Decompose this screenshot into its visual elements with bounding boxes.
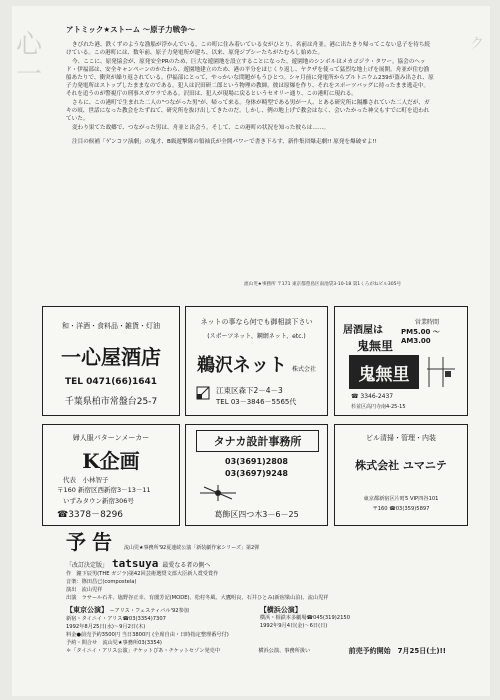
shop-sign-logo: 鬼無里 xyxy=(349,355,419,389)
ad-representative: 代表 小林智子 xyxy=(63,476,109,484)
ad-kinasa xyxy=(334,306,468,416)
play-music: 音楽：篠田昌已(compostela) xyxy=(66,579,137,585)
yokohama-dates: 1992年9月4日(金)～6日(日) xyxy=(259,623,328,629)
ad-address: 杉並区高円寺南4-25-15 xyxy=(351,404,406,410)
ad-humanite xyxy=(334,424,468,526)
ad-hours: PM5.00 ～ AM3.00 xyxy=(401,328,440,345)
preview-subtitle: 流山児★事務所'92夏連続公演「新装劇作家シリーズ」第2弾 xyxy=(124,545,260,551)
ad-tagline: 和・洋酒・食料品・雑貨・灯油 xyxy=(62,322,160,330)
logo-icon xyxy=(196,385,210,399)
ad-tel: ☎3378－8296 xyxy=(57,510,124,520)
ad-title: 居酒屋は xyxy=(343,325,383,336)
ad-tel: TEL 0471(66)1641 xyxy=(64,377,157,387)
presale-start: 前売予約開始 7月25日(土)!! xyxy=(348,647,446,655)
ad-tagline: ビル清掃・管理・内装 xyxy=(366,434,436,442)
ad-shop-name: 鬼無里 xyxy=(357,339,394,353)
play-author: 作 鐘下辰男(THE ガジラ)第42回芸術選奨文部大臣新人賞受賞作 xyxy=(66,571,219,577)
tokyo-performance xyxy=(66,606,252,631)
ad-shop-name: 一心屋酒店 xyxy=(61,345,161,369)
ghost-text-left: 心一 xyxy=(16,30,43,90)
tokyo-dates: 1992年8月25日(水)～9月2日(木) xyxy=(66,624,146,630)
play-director: 演出 流山児祥 xyxy=(66,587,103,593)
ad-tagline: ネットの事なら何でも御相談下さい xyxy=(200,318,313,326)
play-tagline: 最愛なる者の側へ xyxy=(162,562,211,569)
ad-tel: ☎ 3346-2437 xyxy=(351,393,394,400)
yokohama-ticket: 横浜公演、事務所扱い xyxy=(258,648,311,654)
tokyo-heading: 【東京公演】 xyxy=(66,606,108,614)
story-title: アトミック★ストーム 〜原子力戦争〜 xyxy=(66,25,196,34)
ad-company-name: 株式会社 ユマニテ xyxy=(355,459,447,472)
map-icon xyxy=(425,355,457,389)
yokohama-heading: 【横浜公演】 xyxy=(259,606,302,614)
preview-announcement xyxy=(66,526,446,655)
ghost-text-right: ク xyxy=(470,36,484,52)
story-section xyxy=(66,24,434,147)
reservation-contact: 予約・問合せ 流山児★事務所03(3354) xyxy=(66,640,162,646)
ad-tel-1: 03(3691)2808 xyxy=(225,457,288,466)
ad-subtitle: (スポーツネット、鋼網ネット、etc.) xyxy=(207,333,306,340)
preview-title: 予告 xyxy=(66,530,118,554)
ad-k-kikaku xyxy=(42,424,180,526)
tokyo-venue: 新宿・タイニイ・アリス☎03(3354)7307 xyxy=(66,616,166,622)
office-address: 流山児★事務所 〒171 東京都豊島区南池袋3-10-18 第1くろがねビル305号 xyxy=(244,282,402,287)
yokohama-venue: 横浜・相鉄本多劇場☎045(319)2150 xyxy=(259,615,351,621)
ticket-price: 料金●前売予約3500円 当日3800円 (全席自由・日時指定整理番号付) xyxy=(66,632,229,638)
drafting-icon xyxy=(198,483,238,503)
ad-company-name: K企画 xyxy=(82,449,140,473)
play-cast: 出演 ラサール石井、塩野谷正幸、有薗芳記(MODE)、松村冬風、大鷹明良、石井ひとみ(新宿梁山泊)、流山児祥 xyxy=(66,595,329,601)
ad-address: 東京都新宿区片町5 VIP四谷101 xyxy=(363,496,439,502)
ticket-info: ＊「タイニイ・アリス公演」チケットぴあ・チケットセゾン発売中 xyxy=(66,648,220,654)
ad-ugisawa-net xyxy=(185,306,328,416)
ad-company-kind: 株式会社 xyxy=(292,366,317,373)
ad-address: 江東区森下2－4－3 xyxy=(216,386,283,395)
flyer-page xyxy=(12,6,490,696)
ad-address: 千葉県柏市常盤台25-7 xyxy=(64,397,158,407)
story-note: 注目の候補「ゲンコツ演劇」の鬼才、B級遊撃隊の領袖氏が全開パワーで書き下ろす、新作集団爆走劇!! 原発を爆破せよ!! xyxy=(72,139,377,145)
ad-tel: 〒160 ☎03(359)5897 xyxy=(372,506,430,512)
story-paragraph: 変わり果てた故郷で、つながった男は、舟並と出会う。そして、この港町の状況を知った彼らは……。 xyxy=(72,125,330,131)
ad-address: 〒160 新宿区西新宿3－13－11 xyxy=(57,486,151,494)
ad-isshinya xyxy=(42,306,180,416)
story-paragraph: さらに、この港町で生まれた二人の"つながった男"が、帰って来る。身体が畸型である男が一人、とある研究所に隔離されていた二人だが、ガキの頃、世話になった教会をたずねて、研究所を抜け出してきたのだ。しかし、例の地上げで教会はなく、会いたかった神父もすでに町を追われていた。 xyxy=(66,100,430,122)
play-kind: 「改訂決定版」 xyxy=(66,562,109,569)
ad-tel-2: 03(3697)9248 xyxy=(225,469,288,478)
ad-tel: TEL 03－3846－5565代 xyxy=(216,398,297,406)
ad-tagline: 婦人服パターンメーカー xyxy=(72,434,150,442)
ad-tanaka-sekkei xyxy=(185,424,328,526)
yokohama-performance xyxy=(260,606,446,631)
ad-building: いずみタウン新宿306号 xyxy=(63,497,134,505)
play-title: tatsuya xyxy=(112,557,159,570)
story-paragraph: きびれた港、鉄くずのような漁船が浮かんでいる。この町に住み着いている女がひとり、名前は舟並。港に出たきり帰ってこない息子を待ち続けている。この港町には、数年前、原子力発電所が建ち、以来、原発ジプシーたちがたむろし始めた。 xyxy=(66,42,431,56)
tokyo-festival: ーアリス・フェスティバル'92参加 xyxy=(109,608,189,614)
ad-hours-label: 営業時間 xyxy=(415,319,440,326)
story-paragraph: 今、ここに、原発協会が、原発安全PRのため、巨大な遊園地を設立することになった。遊園地のシンボルはメカゴジラ・タワー。協会のヘッド・伊福部は、安全キャンペーンのかたわら、遊園地建立のため、港の平分をほじくり返し、ヤクザを使って猛烈な地上げを展開。舟並が住む漁船あたりで、衝突が繰り返されている。伊福部にとって、やっかいな問題がもうひとつ。シャ月前に発電所からプルトニウム239が盗み出され、原子力発電所はストップしたままなのである。犯人は沢田研二郎という物理の教師。彼は原爆を作り、それをスポーツバッグに持ったまま逃走中。それを追うのが警視庁の刑事スガワラである。沢田は、犯人が現場に戻るというセオリー通り、この港町に現れる。 xyxy=(66,59,434,97)
ad-address: 葛飾区四つ木3－6－25 xyxy=(214,510,299,519)
ad-company-name: タナカ設計事務所 xyxy=(196,430,319,452)
ad-company-name: 鵜沢ネット xyxy=(196,355,287,376)
